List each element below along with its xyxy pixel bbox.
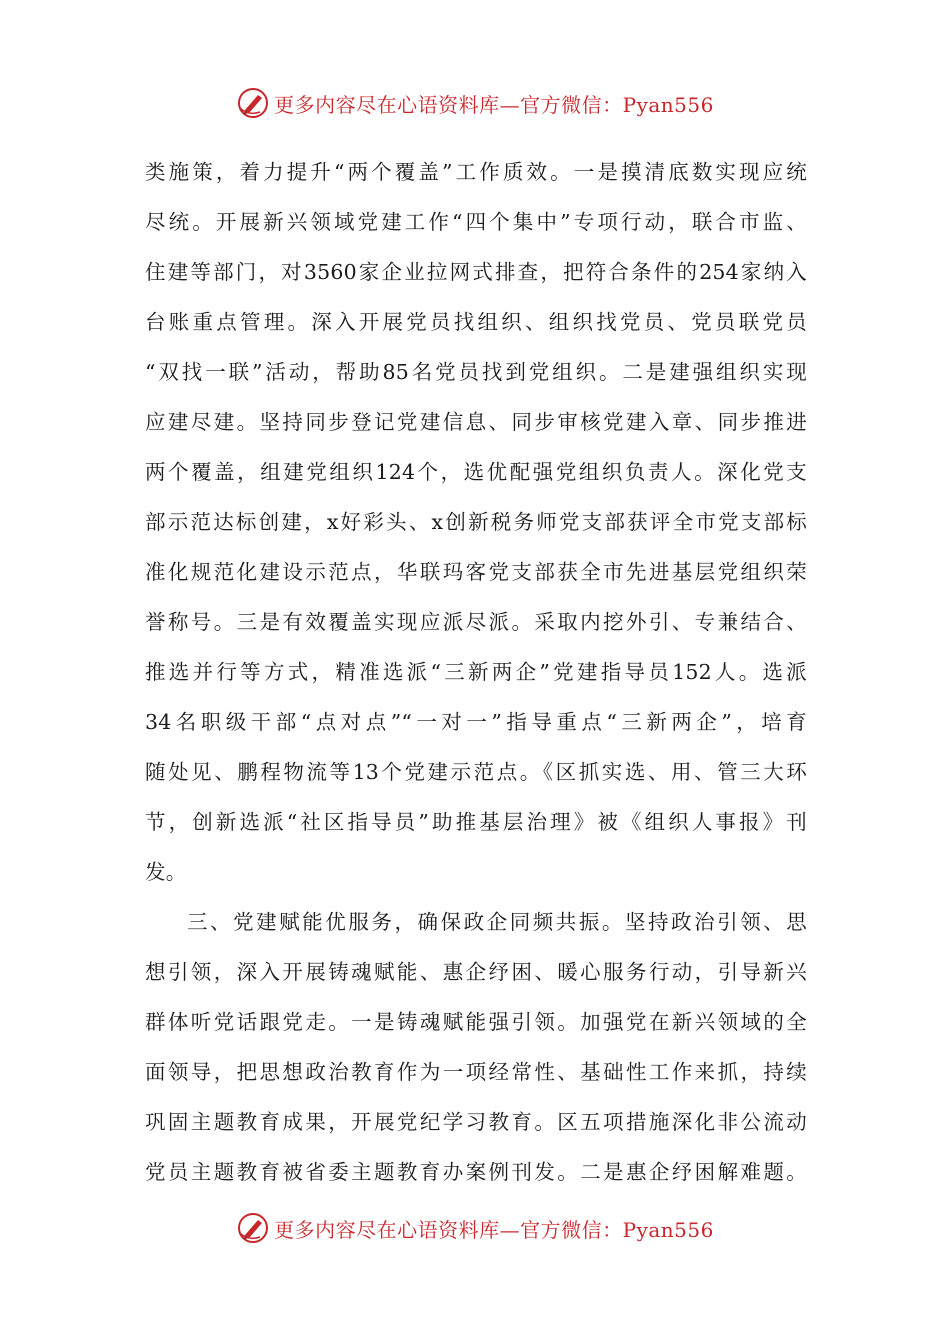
header-banner	[0, 83, 950, 123]
text-line: 节，创新选派“社区指导员”助推基层治理》被《组织人事报》刊	[145, 810, 807, 834]
text-line: 推选并行等方式，精准选派“三新两企”党建指导员152人。选派	[145, 660, 807, 684]
text-line: 应建尽建。坚持同步登记党建信息、同步审核党建入章、同步推进	[145, 410, 807, 434]
text-line: 面领导，把思想政治教育作为一项经常性、基础性工作来抓，持续	[145, 1060, 807, 1084]
footer-banner-text: 更多内容尽在心语资料库—官方微信：Pyan556	[274, 1217, 714, 1242]
text-line: “双找一联”活动，帮助85名党员找到党组织。二是建强组织实现	[145, 360, 807, 384]
text-line: 两个覆盖，组建党组织124个，选优配强党组织负责人。深化党支	[145, 460, 807, 484]
text-line: 类施策，着力提升“两个覆盖”工作质效。一是摸清底数实现应统	[145, 160, 807, 184]
text-line: 誉称号。三是有效覆盖实现应派尽派。采取内挖外引、专兼结合、	[145, 610, 807, 634]
section-heading-line: 三、党建赋能优服务，确保政企同频共振。坚持政治引领、思	[187, 910, 807, 934]
text-line: 党员主题教育被省委主题教育办案例刊发。二是惠企纾困解难题。	[145, 1160, 807, 1184]
text-line: 群体听党话跟党走。一是铸魂赋能强引领。加强党在新兴领域的全	[145, 1010, 807, 1034]
header-banner-text: 更多内容尽在心语资料库—官方微信：Pyan556	[274, 92, 714, 117]
text-line: 部示范达标创建，x好彩头、x创新税务师党支部获评全市党支部标	[145, 510, 807, 534]
text-line: 想引领，深入开展铸魂赋能、惠企纾困、暖心服务行动，引导新兴	[145, 960, 807, 984]
text-line: 随处见、鹏程物流等13个党建示范点。《区抓实选、用、管三大环	[145, 760, 807, 784]
text-line: 台账重点管理。深入开展党员找组织、组织找党员、党员联党员	[145, 310, 807, 334]
document-body	[145, 147, 807, 1197]
text-line: 巩固主题教育成果，开展党纪学习教育。区五项措施深化非公流动	[145, 1110, 807, 1134]
text-line: 发。	[145, 860, 187, 884]
text-line: 34名职级干部“点对点”“一对一”指导重点“三新两企”，培育	[145, 710, 807, 734]
text-line: 准化规范化建设示范点，华联玛客党支部获全市先进基层党组织荣	[145, 560, 807, 584]
footer-banner	[0, 1208, 950, 1248]
pen-logo-icon	[236, 86, 270, 120]
text-line: 住建等部门，对3560家企业拉网式排查，把符合条件的254家纳入	[145, 260, 807, 284]
text-line: 尽统。开展新兴领域党建工作“四个集中”专项行动，联合市监、	[145, 210, 807, 234]
pen-logo-icon	[236, 1211, 270, 1245]
